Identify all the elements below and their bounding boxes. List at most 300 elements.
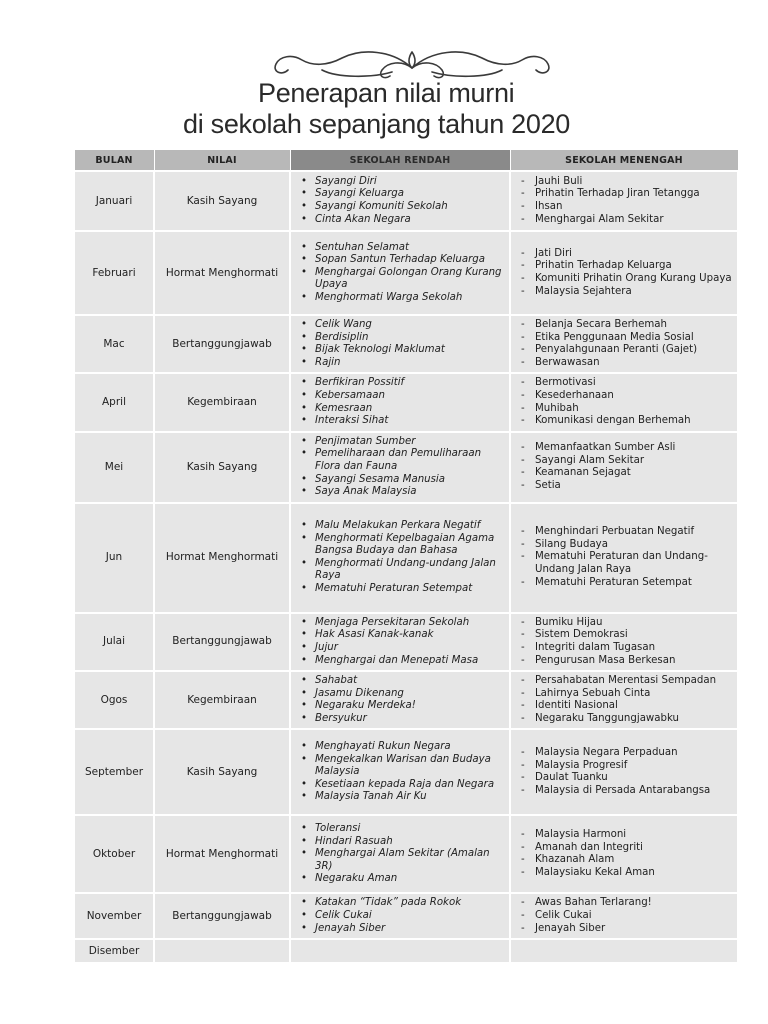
- list-item-text: Mematuhi Peraturan dan Undang-Undang Jalan Raya: [535, 551, 708, 576]
- list-item-text: Sayangi Keluarga: [315, 188, 404, 200]
- list-item-text: Daulat Tuanku: [535, 772, 608, 784]
- list-item: [301, 754, 505, 779]
- list-item: [301, 655, 505, 668]
- table-row: [74, 893, 738, 939]
- bullet-icon: -: [521, 687, 525, 699]
- list-item: [301, 267, 505, 292]
- bullet-icon: -: [521, 829, 525, 841]
- list-item-text: Malaysia Tanah Air Ku: [315, 791, 427, 803]
- list-item: [521, 897, 733, 910]
- cell-bulan: Ogos: [74, 671, 154, 729]
- bullet-icon: •: [301, 835, 308, 847]
- list-item-text: Ihsan: [535, 201, 563, 212]
- bullet-icon: •: [301, 910, 308, 922]
- list-item: [301, 332, 505, 345]
- list-item-text: Sahabat: [315, 675, 358, 687]
- items-list: [521, 675, 733, 725]
- bullet-icon: -: [521, 526, 525, 538]
- list-item-text: Prihatin Terhadap Jiran Tetangga: [535, 188, 700, 200]
- list-item-text: Celik Wang: [315, 319, 372, 330]
- bullet-icon: -: [521, 344, 525, 356]
- list-item-text: Keamanan Sejagat: [535, 467, 631, 479]
- list-item: [521, 772, 733, 785]
- cell-sekolah-menengah: [510, 315, 738, 373]
- title-line-1: Penerapan nilai murni: [258, 78, 515, 108]
- bullet-icon: -: [521, 479, 525, 491]
- list-item: [521, 785, 733, 798]
- list-item-text: Memanfaatkan Sumber Asli: [535, 442, 676, 454]
- bullet-icon: •: [301, 873, 308, 885]
- list-item-text: Komunikasi dengan Berhemah: [535, 415, 691, 427]
- list-item-text: Malaysia Sejahtera: [535, 285, 632, 297]
- bullet-icon: -: [521, 356, 525, 368]
- list-item-text: Penyalahgunaan Peranti (Gajet): [535, 344, 698, 356]
- items-list: [301, 617, 505, 667]
- list-item: [521, 188, 733, 201]
- list-item: [301, 675, 505, 688]
- items-list: [521, 319, 733, 369]
- list-item-text: Integriti dalam Tugasan: [535, 641, 656, 653]
- title-line-2: di sekolah sepanjang tahun 2020: [183, 109, 571, 139]
- list-item-text: Berwawasan: [535, 356, 600, 368]
- list-item: [521, 526, 733, 539]
- cell-sekolah-rendah: [290, 613, 510, 671]
- items-list: [521, 176, 733, 226]
- bullet-icon: -: [521, 402, 525, 414]
- cell-sekolah-menengah: [510, 171, 738, 231]
- bullet-icon: -: [521, 841, 525, 853]
- bullet-icon: •: [301, 519, 308, 531]
- items-list: [521, 526, 733, 589]
- table-row: [74, 613, 738, 671]
- list-item-text: Celik Cukai: [315, 910, 372, 922]
- bullet-icon: -: [521, 785, 525, 797]
- bullet-icon: -: [521, 747, 525, 759]
- list-item: [301, 791, 505, 804]
- list-item-text: Katakan “Tidak” pada Rokok: [315, 897, 462, 909]
- list-item-text: Pemeliharaan dan Pemuliharaan Flora dan Fauna: [315, 448, 482, 472]
- list-item-text: Malaysia Harmoni: [535, 829, 627, 841]
- cell-nilai: Hormat Menghormati: [154, 231, 290, 315]
- list-item: [521, 655, 733, 668]
- bullet-icon: •: [301, 712, 308, 724]
- list-item-text: Prihatin Terhadap Keluarga: [535, 260, 672, 272]
- list-item: [301, 910, 505, 923]
- items-list: [521, 248, 733, 298]
- bullet-icon: •: [301, 532, 308, 544]
- header-nilai: NILAI: [154, 150, 290, 172]
- cell-sekolah-menengah: [510, 613, 738, 671]
- bullet-icon: •: [301, 654, 308, 666]
- header-row: [74, 150, 738, 172]
- list-item-text: Jujur: [315, 641, 338, 653]
- list-item: [521, 910, 733, 923]
- list-item-text: Jenayah Siber: [535, 922, 606, 934]
- bullet-icon: •: [301, 822, 308, 834]
- items-list: [301, 675, 505, 725]
- list-item-text: Khazanah Alam: [535, 854, 615, 866]
- list-item-text: Sayangi Komuniti Sekolah: [315, 201, 448, 212]
- list-item-text: Menghormati Undang-undang Jalan Raya: [315, 557, 496, 582]
- bullet-icon: -: [521, 285, 525, 297]
- bullet-icon: •: [301, 254, 308, 266]
- bullet-icon: •: [301, 356, 308, 368]
- list-item-text: Menghargai Golongan Orang Kurang Upaya: [315, 266, 502, 291]
- list-item-text: Identiti Nasional: [535, 700, 618, 712]
- items-list: [521, 747, 733, 797]
- list-item-text: Hak Asasi Kanak-kanak: [315, 629, 434, 641]
- list-item: [301, 713, 505, 726]
- bullet-icon: -: [521, 922, 525, 934]
- items-list: [521, 829, 733, 879]
- bullet-icon: -: [521, 759, 525, 771]
- list-item: [521, 467, 733, 480]
- bullet-icon: •: [301, 848, 308, 860]
- list-item-text: Malu Melakukan Perkara Negatif: [315, 519, 481, 531]
- cell-bulan: Oktober: [74, 815, 154, 893]
- header-sekolah-rendah: SEKOLAH RENDAH: [290, 150, 510, 172]
- list-item: [521, 829, 733, 842]
- bullet-icon: -: [521, 641, 525, 653]
- cell-sekolah-menengah: [510, 373, 738, 431]
- list-item-text: Sistem Demokrasi: [535, 629, 628, 641]
- list-item-text: Celik Cukai: [535, 910, 592, 922]
- cell-sekolah-menengah: [510, 893, 738, 939]
- list-item-text: Muhibah: [535, 402, 579, 414]
- bullet-icon: •: [301, 266, 308, 278]
- bullet-icon: -: [521, 442, 525, 454]
- list-item-text: Hindari Rasuah: [315, 835, 393, 847]
- list-item: [521, 923, 733, 936]
- list-item: [521, 617, 733, 630]
- items-list: [301, 823, 505, 886]
- list-item: [521, 176, 733, 189]
- table-row: [74, 432, 738, 503]
- list-item-text: Jati Diri: [535, 247, 573, 259]
- bullet-icon: -: [521, 454, 525, 466]
- list-item-text: Mematuhi Peraturan Setempat: [535, 576, 692, 588]
- cell-nilai: Bertanggungjawab: [154, 613, 290, 671]
- cell-sekolah-rendah: [290, 815, 510, 893]
- list-item-text: Kebersamaan: [315, 389, 385, 401]
- bullet-icon: -: [521, 260, 525, 272]
- list-item: [301, 533, 505, 558]
- list-item-text: Sayangi Alam Sekitar: [535, 454, 645, 466]
- list-item: [521, 480, 733, 493]
- list-item-text: Berdisiplin: [315, 331, 369, 343]
- cell-sekolah-menengah: [510, 939, 738, 963]
- list-item: [301, 642, 505, 655]
- items-list: [301, 319, 505, 369]
- cell-nilai: Kasih Sayang: [154, 432, 290, 503]
- list-item-text: Menghargai Alam Sekitar: [535, 213, 664, 225]
- list-item-text: Persahabatan Merentasi Sempadan: [535, 675, 717, 687]
- cell-sekolah-rendah: [290, 373, 510, 431]
- list-item: [301, 520, 505, 533]
- cell-sekolah-rendah: [290, 939, 510, 963]
- list-item: [301, 214, 505, 227]
- values-table: [73, 149, 739, 964]
- cell-bulan: Januari: [74, 171, 154, 231]
- bullet-icon: •: [301, 629, 308, 641]
- list-item: [301, 923, 505, 936]
- list-item-text: Cinta Akan Negara: [315, 213, 411, 225]
- bullet-icon: -: [521, 467, 525, 479]
- cell-nilai: Kegembiraan: [154, 671, 290, 729]
- list-item-text: Jenayah Siber: [315, 922, 386, 934]
- items-list: [301, 436, 505, 499]
- list-item-text: Negaraku Aman: [315, 873, 398, 885]
- list-item: [301, 176, 505, 189]
- cell-bulan: Mac: [74, 315, 154, 373]
- bullet-icon: •: [301, 213, 308, 225]
- list-item-text: Bermotivasi: [535, 377, 596, 389]
- bullet-icon: •: [301, 175, 308, 187]
- list-item: [521, 629, 733, 642]
- bullet-icon: •: [301, 557, 308, 569]
- bullet-icon: •: [301, 922, 308, 934]
- list-item-text: Malaysia Progresif: [535, 759, 628, 771]
- list-item: [301, 292, 505, 305]
- list-item: [521, 442, 733, 455]
- cell-nilai: Bertanggungjawab: [154, 893, 290, 939]
- bullet-icon: •: [301, 687, 308, 699]
- bullet-icon: -: [521, 273, 525, 284]
- list-item-text: Malaysia di Persada Antarabangsa: [535, 785, 711, 797]
- items-list: [521, 442, 733, 492]
- cell-nilai: Bertanggungjawab: [154, 315, 290, 373]
- list-item: [521, 854, 733, 867]
- cell-bulan: Februari: [74, 231, 154, 315]
- table-row: [74, 815, 738, 893]
- list-item: [521, 642, 733, 655]
- table-row: [74, 671, 738, 729]
- list-item: [301, 558, 505, 583]
- list-item-text: Sayangi Sesama Manusia: [315, 473, 445, 485]
- list-item: [521, 747, 733, 760]
- items-list: [301, 377, 505, 427]
- list-item: [521, 377, 733, 390]
- list-item: [301, 617, 505, 630]
- list-item-text: Negaraku Merdeka!: [315, 700, 416, 712]
- header-bulan: BULAN: [74, 150, 154, 172]
- cell-sekolah-menengah: [510, 815, 738, 893]
- ornament-flourish: [262, 40, 562, 82]
- bullet-icon: -: [521, 247, 525, 259]
- cell-nilai: Hormat Menghormati: [154, 815, 290, 893]
- list-item: [521, 867, 733, 880]
- list-item: [301, 823, 505, 836]
- cell-nilai: Kasih Sayang: [154, 729, 290, 815]
- list-item-text: Menghayati Rukun Negara: [315, 740, 451, 752]
- items-list: [521, 377, 733, 427]
- list-item: [301, 188, 505, 201]
- table-row: [74, 231, 738, 315]
- cell-bulan: Disember: [74, 939, 154, 963]
- bullet-icon: •: [301, 435, 308, 447]
- bullet-icon: -: [521, 576, 525, 588]
- bullet-icon: -: [521, 654, 525, 666]
- list-item-text: Bijak Teknologi Maklumat: [315, 344, 445, 356]
- items-list: [301, 741, 505, 804]
- bullet-icon: -: [521, 551, 525, 563]
- list-item: [301, 836, 505, 849]
- list-item-text: Menghargai Alam Sekitar (Amalan 3R): [315, 848, 490, 872]
- list-item-text: Toleransi: [315, 822, 361, 834]
- list-item-text: Malaysia Negara Perpaduan: [535, 747, 678, 759]
- list-item: [521, 319, 733, 332]
- list-item-text: Pengurusan Masa Berkesan: [535, 654, 676, 666]
- bullet-icon: -: [521, 700, 525, 712]
- list-item-text: Menghargai dan Menepati Masa: [315, 654, 479, 666]
- bullet-icon: •: [301, 778, 308, 790]
- list-item: [301, 448, 505, 473]
- bullet-icon: •: [301, 344, 308, 356]
- cell-sekolah-menengah: [510, 231, 738, 315]
- items-list: [301, 242, 505, 305]
- bullet-icon: •: [301, 791, 308, 803]
- cell-bulan: September: [74, 729, 154, 815]
- list-item: [301, 403, 505, 416]
- bullet-icon: -: [521, 213, 525, 225]
- list-item-text: Amanah dan Integriti: [535, 841, 643, 853]
- list-item-text: Bersyukur: [315, 712, 367, 724]
- bullet-icon: •: [301, 402, 308, 414]
- list-item: [521, 403, 733, 416]
- list-item: [301, 377, 505, 390]
- items-list: [301, 176, 505, 226]
- bullet-icon: -: [521, 897, 525, 909]
- list-item: [301, 583, 505, 596]
- bullet-icon: -: [521, 538, 525, 550]
- list-item: [301, 486, 505, 499]
- bullet-icon: •: [301, 389, 308, 401]
- bullet-icon: •: [301, 616, 308, 628]
- bullet-icon: -: [521, 910, 525, 922]
- bullet-icon: •: [301, 486, 308, 498]
- list-item-text: Kesetiaan kepada Raja dan Negara: [315, 778, 495, 790]
- bullet-icon: -: [521, 188, 525, 200]
- bullet-icon: •: [301, 319, 308, 330]
- list-item-text: Menjaga Persekitaran Sekolah: [315, 616, 470, 628]
- cell-sekolah-rendah: [290, 729, 510, 815]
- list-item: [521, 842, 733, 855]
- list-item-text: Interaksi Sihat: [315, 415, 389, 427]
- bullet-icon: •: [301, 675, 308, 687]
- cell-sekolah-rendah: [290, 315, 510, 373]
- list-item: [521, 539, 733, 552]
- list-item: [521, 286, 733, 299]
- list-item: [521, 248, 733, 261]
- table-row: [74, 373, 738, 431]
- list-item: [521, 688, 733, 701]
- list-item-text: Mematuhi Peraturan Setempat: [315, 582, 473, 594]
- list-item: [521, 214, 733, 227]
- list-item: [521, 260, 733, 273]
- list-item-text: Kesederhanaan: [535, 389, 614, 401]
- bullet-icon: -: [521, 389, 525, 401]
- bullet-icon: -: [521, 201, 525, 212]
- list-item-text: Sopan Santun Terhadap Keluarga: [315, 254, 485, 266]
- list-item: [301, 474, 505, 487]
- bullet-icon: •: [301, 201, 308, 212]
- cell-bulan: Mei: [74, 432, 154, 503]
- bullet-icon: •: [301, 241, 308, 253]
- list-item: [521, 760, 733, 773]
- list-item-text: Jasamu Dikenang: [315, 687, 404, 699]
- bullet-icon: -: [521, 319, 525, 330]
- list-item: [521, 455, 733, 468]
- list-item-text: Rajin: [315, 356, 341, 368]
- cell-sekolah-rendah: [290, 231, 510, 315]
- bullet-icon: -: [521, 331, 525, 343]
- list-item: [521, 551, 733, 576]
- table-row: [74, 729, 738, 815]
- list-item: [301, 873, 505, 886]
- list-item-text: Lahirnya Sebuah Cinta: [535, 687, 651, 699]
- list-item: [301, 688, 505, 701]
- table-row: [74, 939, 738, 963]
- list-item-text: Belanja Secara Berhemah: [535, 319, 667, 330]
- bullet-icon: •: [301, 740, 308, 752]
- list-item: [521, 390, 733, 403]
- list-item: [521, 332, 733, 345]
- list-item: [521, 713, 733, 726]
- bullet-icon: •: [301, 582, 308, 594]
- list-item: [301, 344, 505, 357]
- bullet-icon: •: [301, 377, 308, 389]
- list-item-text: Menghormati Warga Sekolah: [315, 291, 463, 303]
- bullet-icon: •: [301, 331, 308, 343]
- list-item: [301, 357, 505, 370]
- items-list: [301, 520, 505, 596]
- list-item-text: Negaraku Tanggungjawabku: [535, 712, 680, 724]
- list-item: [301, 848, 505, 873]
- cell-bulan: April: [74, 373, 154, 431]
- list-item: [301, 390, 505, 403]
- cell-bulan: Julai: [74, 613, 154, 671]
- cell-sekolah-rendah: [290, 893, 510, 939]
- bullet-icon: •: [301, 291, 308, 303]
- list-item: [301, 897, 505, 910]
- header-sekolah-menengah: SEKOLAH MENENGAH: [510, 150, 738, 172]
- bullet-icon: -: [521, 772, 525, 784]
- list-item-text: Komuniti Prihatin Orang Kurang Upaya: [535, 273, 732, 284]
- items-list: [521, 617, 733, 667]
- table-row: [74, 171, 738, 231]
- cell-bulan: November: [74, 893, 154, 939]
- list-item: [521, 700, 733, 713]
- list-item: [301, 629, 505, 642]
- bullet-icon: •: [301, 448, 308, 460]
- list-item: [301, 415, 505, 428]
- cell-nilai: Kasih Sayang: [154, 171, 290, 231]
- bullet-icon: -: [521, 175, 525, 187]
- cell-sekolah-menengah: [510, 503, 738, 613]
- list-item: [521, 201, 733, 214]
- list-item-text: Mengekalkan Warisan dan Budaya Malaysia: [315, 753, 491, 778]
- list-item: [301, 436, 505, 449]
- table-row: [74, 315, 738, 373]
- bullet-icon: •: [301, 753, 308, 765]
- list-item: [521, 344, 733, 357]
- list-item-text: Kemesraan: [315, 402, 373, 414]
- list-item-text: Etika Penggunaan Media Sosial: [535, 331, 694, 343]
- cell-sekolah-rendah: [290, 171, 510, 231]
- list-item: [301, 700, 505, 713]
- cell-sekolah-rendah: [290, 503, 510, 613]
- list-item-text: Penjimatan Sumber: [315, 435, 416, 447]
